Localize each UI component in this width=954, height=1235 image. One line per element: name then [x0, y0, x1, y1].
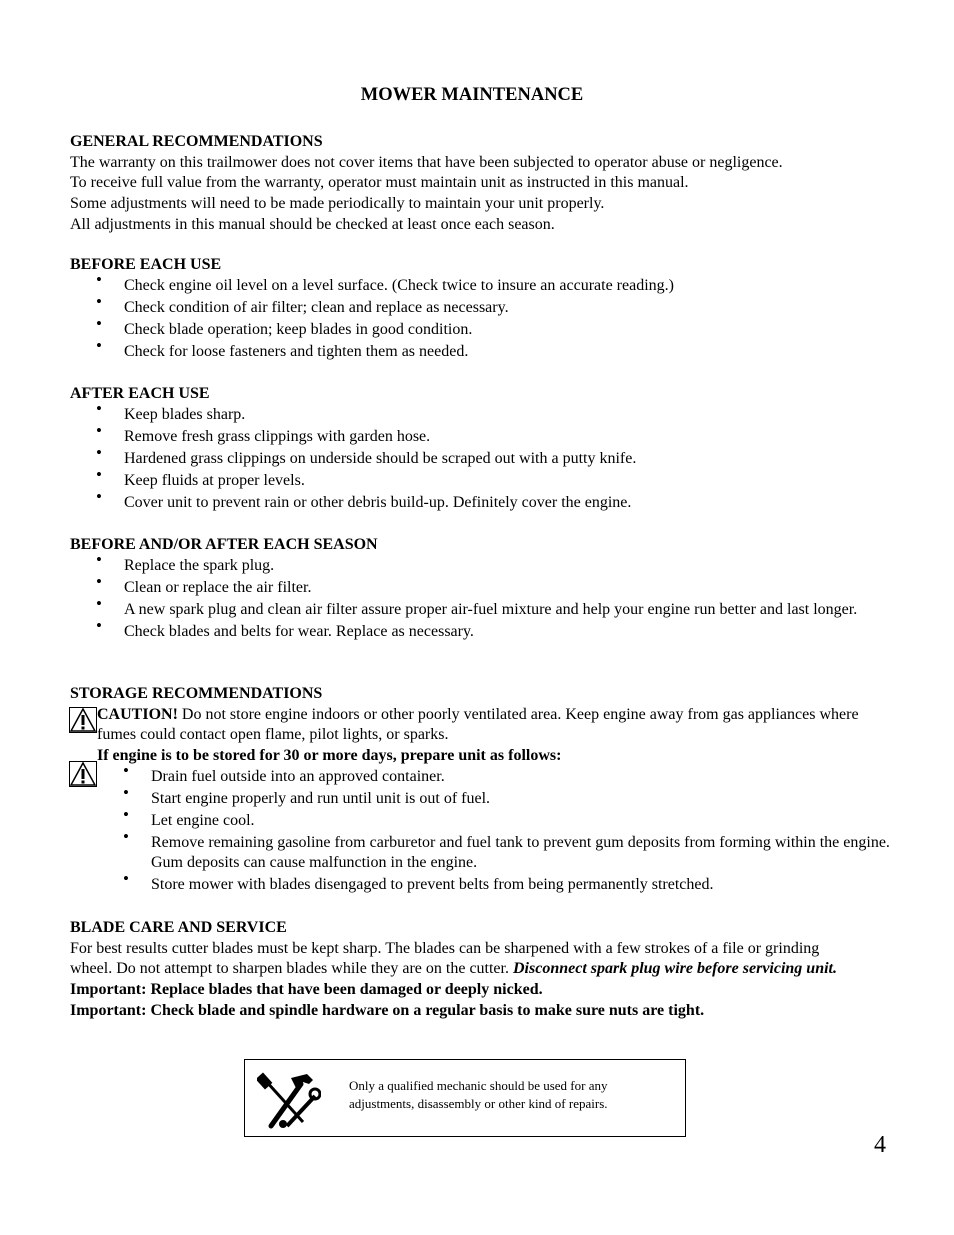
list-item: • Check condition of air filter; clean and replace as necessary. [70, 298, 890, 319]
general-line: To receive full value from the warranty, operator must maintain unit as instructed in this manual. [70, 174, 689, 192]
section-heading: BEFORE EACH USE [70, 256, 222, 273]
storage-section [70, 684, 890, 897]
list-item: • Drain fuel outside into an approved container. [70, 767, 890, 788]
list-item: • Start engine properly and run until unit is out of fuel. [70, 789, 890, 810]
caution-paragraph [70, 705, 890, 746]
list-item: • Remove remaining gasoline from carburetor and fuel tank to prevent gum deposits from forming within the engine. Gum deposits can cause malfunction in the engine. [70, 833, 890, 874]
bullet-list [70, 767, 890, 896]
blade-emphasis: Disconnect spark plug wire before servicing unit. [512, 960, 837, 978]
section-heading: BEFORE AND/OR AFTER EACH SEASON [70, 536, 378, 553]
before-each-use-section [70, 255, 890, 364]
important-note: Important: Check blade and spindle hardware on a regular basis to make sure nuts are tight. [70, 1001, 705, 1019]
list-item: • Keep blades sharp. [70, 405, 890, 426]
list-item: • Check engine oil level on a level surface. (Check twice to insure an accurate reading.) [70, 276, 890, 297]
bullet-list [70, 556, 890, 643]
warning-icon [69, 761, 97, 787]
blade-paragraph [70, 939, 860, 980]
mechanic-note-text: Only a qualified mechanic should be used for any adjustments, disassembly or other kind of repairs. [349, 1078, 608, 1111]
bullet-list [70, 405, 890, 514]
after-each-use-section [70, 384, 890, 515]
list-item: • Keep fluids at proper levels. [70, 471, 890, 492]
list-item: • Replace the spark plug. [70, 556, 890, 577]
season-section [70, 535, 890, 644]
warning-icon [69, 707, 97, 733]
caution-text: Do not store engine indoors or other poorly ventilated area. Keep engine away from gas appliances where fumes could contact open flame, pilot lights, or sparks. [97, 705, 859, 744]
blade-text: For best results cutter blades must be kept sharp. The blades can be sharpened with a few strokes of a file or grinding wheel. Do not attempt to sharpen blades while they are on the cutter. [70, 939, 820, 978]
page-title: MOWER MAINTENANCE [360, 85, 584, 105]
section-heading: BLADE CARE AND SERVICE [70, 919, 287, 936]
section-heading: AFTER EACH USE [70, 385, 210, 402]
list-item: • Remove fresh grass clippings with garden hose. [70, 427, 890, 448]
important-note: Important: Replace blades that have been damaged or deeply nicked. [70, 981, 543, 999]
section-heading: GENERAL RECOMMENDATIONS [70, 133, 323, 150]
list-item: • Clean or replace the air filter. [70, 578, 890, 599]
general-line: All adjustments in this manual should be checked at least once each season. [70, 215, 555, 233]
list-item: • Cover unit to prevent rain or other debris build-up. Definitely cover the engine. [70, 493, 890, 514]
blade-section [70, 918, 860, 1022]
list-item: • A new spark plug and clean air filter assure proper air-fuel mixture and help your engine run better and last longer. [70, 600, 890, 621]
general-line: Some adjustments will need to be made periodically to maintain your unit properly. [70, 195, 605, 213]
list-item: • Hardened grass clippings on underside should be scraped out with a putty knife. [70, 449, 890, 470]
caution-label: CAUTION! [97, 705, 178, 723]
tools-icon [257, 1070, 321, 1135]
mechanic-note-box [244, 1059, 686, 1137]
list-item: • Check for loose fasteners and tighten them as needed. [70, 342, 890, 363]
section-heading: STORAGE RECOMMENDATIONS [70, 685, 323, 702]
bullet-list [70, 276, 890, 363]
list-item: • Check blades and belts for wear. Replace as necessary. [70, 622, 890, 643]
page-number: 4 [874, 1132, 886, 1158]
list-item: • Check blade operation; keep blades in good condition. [70, 320, 890, 341]
general-line: The warranty on this trailmower does not cover items that have been subjected to operator abuse or negligence. [70, 153, 783, 171]
storage-prep-heading: If engine is to be stored for 30 or more days, prepare unit as follows: [97, 747, 562, 765]
general-section [70, 132, 890, 236]
list-item: • Store mower with blades disengaged to prevent belts from being permanently stretched. [70, 875, 890, 896]
list-item: • Let engine cool. [70, 811, 890, 832]
